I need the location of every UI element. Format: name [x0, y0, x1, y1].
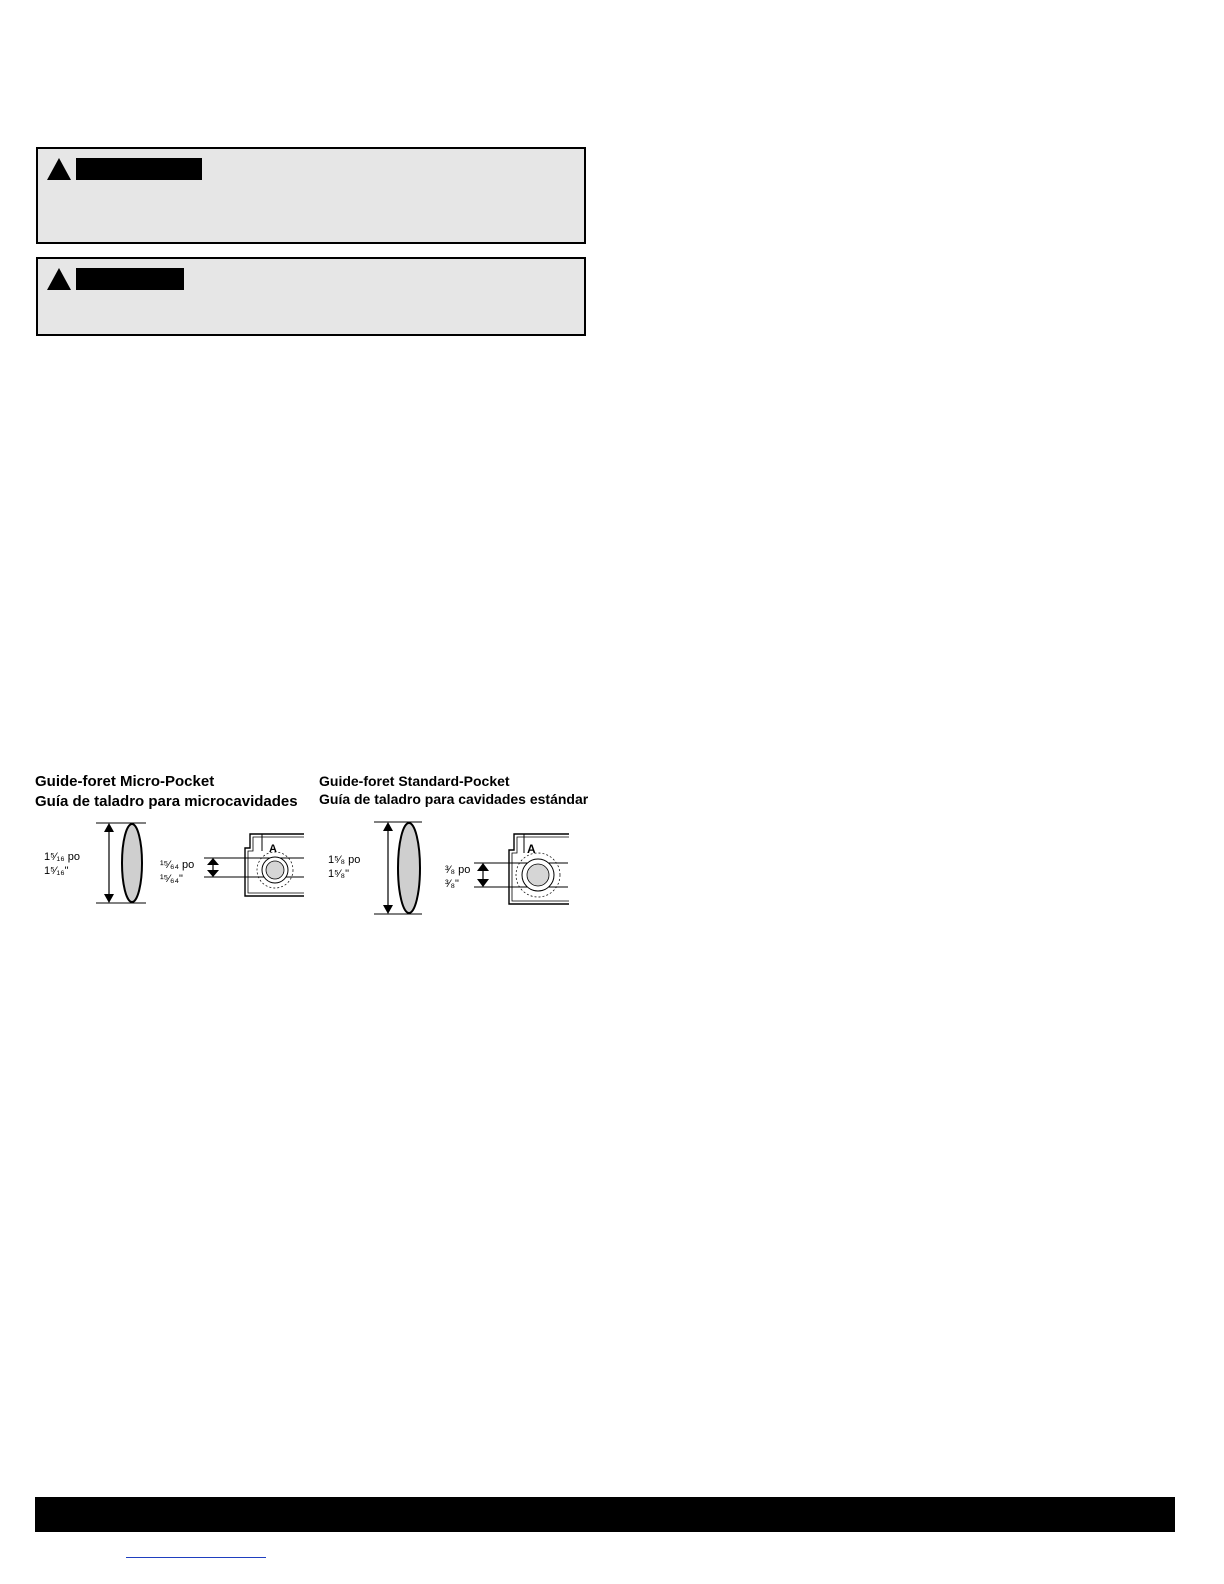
standard-length-en: 1⁵⁄₈" — [328, 868, 349, 880]
standard-pocket-title-fr: Guide-foret Standard-Pocket — [319, 773, 510, 789]
micro-pocket-jig-diagram — [200, 828, 305, 898]
micro-offset-en: ¹⁵⁄₆₄" — [160, 873, 183, 885]
standard-length-fr: 1⁵⁄₈ po — [328, 854, 361, 866]
micro-length-en: 1⁵⁄₁₆" — [44, 865, 69, 877]
standard-pocket-hole-diagram — [372, 818, 428, 918]
footer-link-underline[interactable] — [126, 1557, 266, 1558]
micro-offset-fr: ¹⁵⁄₆₄ po — [160, 859, 195, 871]
micro-jig-label: A — [269, 843, 277, 855]
standard-pocket-title-es: Guía de taladro para cavidades estándar — [319, 791, 589, 807]
standard-offset-fr: ³⁄₈ po — [445, 864, 471, 876]
standard-pocket-jig-diagram — [470, 828, 570, 908]
standard-offset-en: ³⁄₈" — [445, 878, 459, 890]
warning-triangle-icon — [46, 157, 72, 181]
footer-bar — [35, 1497, 1175, 1532]
micro-pocket-title-es: Guía de taladro para microcavidades — [35, 793, 298, 810]
standard-jig-label: A — [527, 842, 536, 856]
micro-pocket-title-fr: Guide-foret Micro-Pocket — [35, 773, 215, 790]
warning-triangle-icon — [46, 267, 72, 291]
micro-pocket-hole-diagram — [94, 820, 154, 906]
caution-signal-word-bar — [76, 268, 184, 290]
warning-signal-word-bar — [76, 158, 202, 180]
caution-box — [36, 257, 586, 336]
micro-length-fr: 1⁵⁄₁₆ po — [44, 851, 80, 863]
warning-box — [36, 147, 586, 244]
